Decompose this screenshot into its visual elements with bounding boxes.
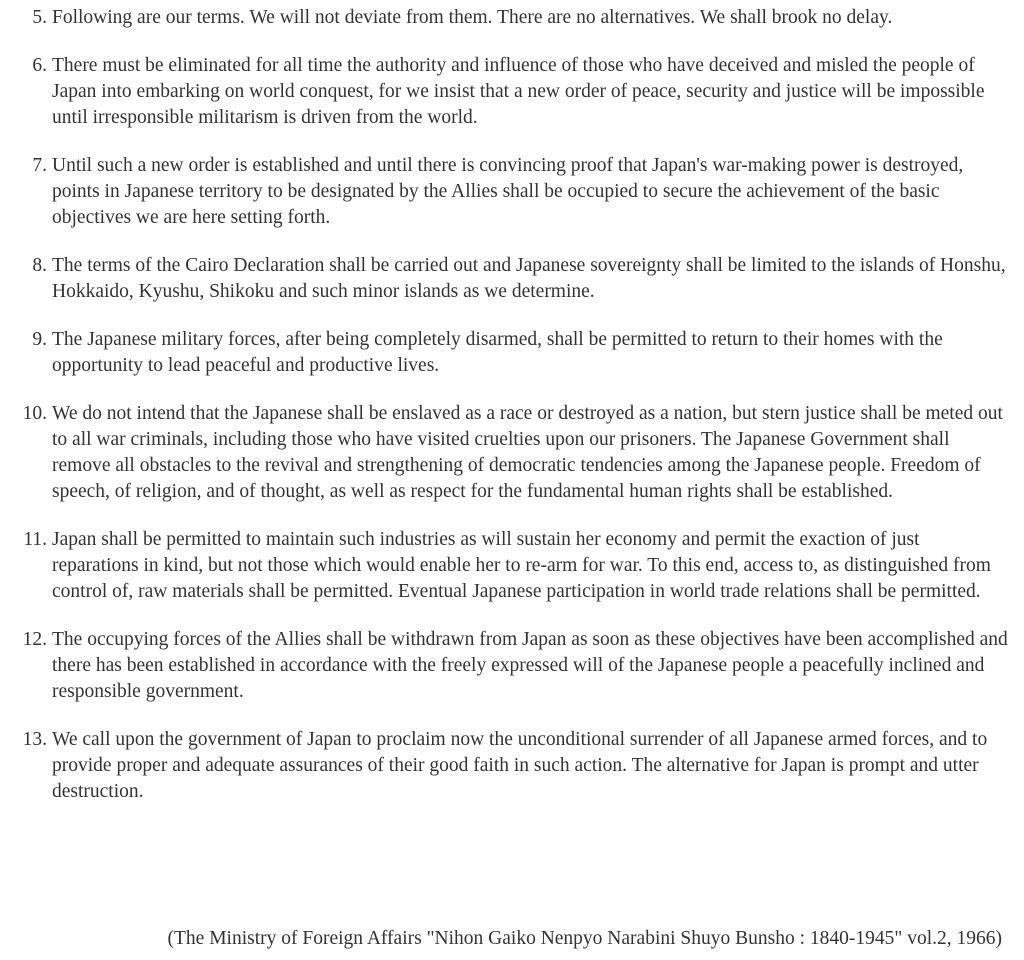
term-item	[0, 727, 1010, 805]
term-text: We do not intend that the Japanese shall be enslaved as a race or destroyed as a nation, but stern justice shall be meted out to all war criminals, including those who have visited cruelties upon our prisoners. The Japanese Government shall remove all obstacles to the revival and strengthening of democratic tendencies among the Japanese people. Freedom of speech, of religion, and of thought, as well as respect for the fundamental human rights shall be established.	[52, 403, 1003, 502]
term-text: There must be eliminated for all time the authority and influence of those who have deceived and misled the people of Japan into embarking on world conquest, for we insist that a new order of peace, security and justice will be impossible until irresponsible militarism is driven from the world.	[52, 55, 985, 128]
source-citation: (The Ministry of Foreign Affairs "Nihon Gaiko Nenpyo Narabini Shuyo Bunsho : 1840-1945" vol.2, 1966)	[167, 928, 1002, 949]
term-number: 10.	[22, 403, 47, 424]
term-number: 5.	[32, 7, 47, 28]
terms-list	[0, 5, 1010, 827]
term-item	[0, 627, 1010, 705]
term-item	[0, 327, 1010, 379]
term-number: 6.	[32, 55, 47, 76]
term-text: The occupying forces of the Allies shall be withdrawn from Japan as soon as these objectives have been accomplished and there has been established in accordance with the freely expressed will of the Japanese people a peacefully inclined and responsible government.	[52, 629, 1008, 702]
term-item	[0, 5, 1010, 31]
term-item	[0, 253, 1010, 305]
term-text: The Japanese military forces, after being completely disarmed, shall be permitted to return to their homes with the opportunity to lead peaceful and productive lives.	[52, 329, 943, 376]
term-text: We call upon the government of Japan to proclaim now the unconditional surrender of all Japanese armed forces, and to provide proper and adequate assurances of their good faith in such action. The alternative for Japan is prompt and utter destruction.	[52, 729, 988, 802]
term-text: Until such a new order is established and until there is convincing proof that Japan's war-making power is destroyed, points in Japanese territory to be designated by the Allies shall be occupied to secure the achievement of the basic objectives we are here setting forth.	[52, 155, 964, 228]
term-number: 9.	[32, 329, 47, 350]
term-number: 8.	[32, 255, 47, 276]
term-number: 11.	[23, 529, 47, 550]
term-text: The terms of the Cairo Declaration shall be carried out and Japanese sovereignty shall be limited to the islands of Honshu, Hokkaido, Kyushu, Shikoku and such minor islands as we determine.	[52, 255, 1006, 302]
term-text: Following are our terms. We will not deviate from them. There are no alternatives. We shall brook no delay.	[52, 7, 893, 28]
term-item	[0, 153, 1010, 231]
term-text: Japan shall be permitted to maintain such industries as will sustain her economy and permit the exaction of just reparations in kind, but not those which would enable her to re-arm for war. To this end, access to, as distinguished from control of, raw materials shall be permitted. Eventual Japanese participation in world trade relations shall be permitted.	[52, 529, 991, 602]
term-item	[0, 53, 1010, 131]
term-number: 13.	[22, 729, 47, 750]
term-number: 7.	[32, 155, 47, 176]
term-item	[0, 401, 1010, 505]
term-number: 12.	[22, 629, 47, 650]
term-item	[0, 527, 1010, 605]
